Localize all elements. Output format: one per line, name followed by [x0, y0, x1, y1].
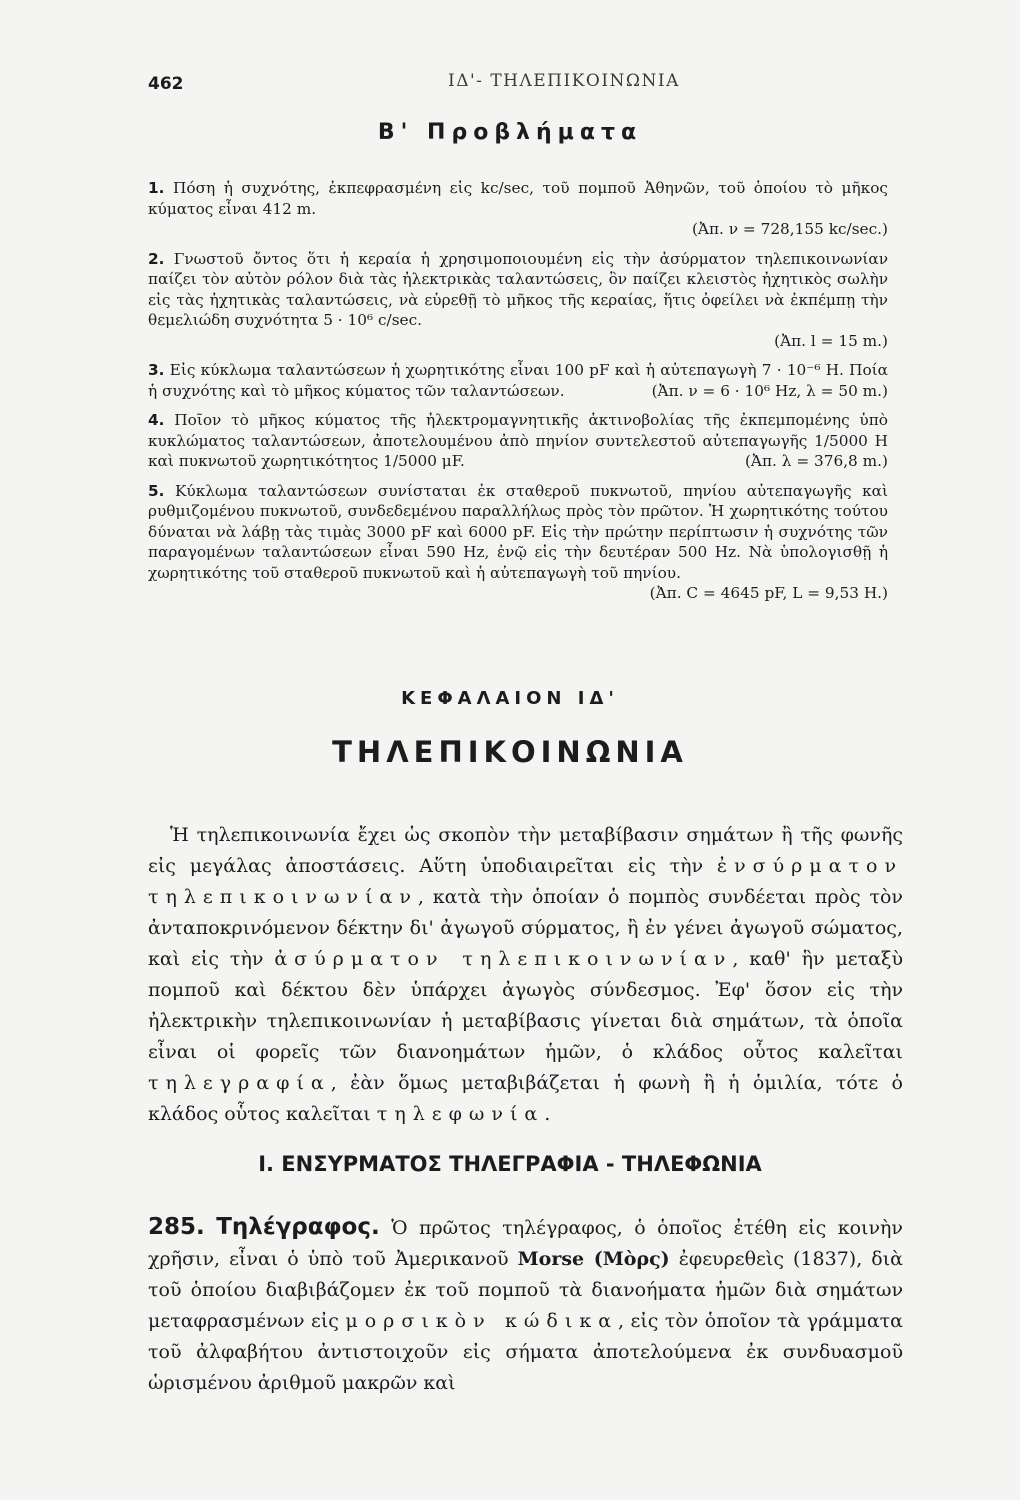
- intro-paragraph: [148, 820, 903, 1130]
- problem-answer: (Ἀπ. λ = 376,8 m.): [744, 452, 888, 470]
- intro-text: , ἐὰν ὅμως μεταβιβάζεται ἡ φωνὴ ἢ ἡ ὁμιλία, τότε ὁ κλάδος οὗτος καλεῖται: [148, 1072, 903, 1125]
- page-header: [148, 66, 883, 96]
- problem-number: 3.: [148, 361, 165, 379]
- problem-number: 5.: [148, 481, 165, 500]
- problem-text: Ποῖον τὸ μῆκος κύματος τῆς ἠλεκτρομαγνητικῆς ἀκτινοβολίας τῆς ἐκπεμπομένης ὑπὸ κυκλώματος ταλαντώσεων, ἀποτελουμένου ἀπὸ πηνίον συντελεστοῦ αὐτεπαγωγῆς 1/5000 H καὶ πυκνωτοῦ χωρητικότητος 1/5000 μF.: [148, 411, 888, 470]
- problem-2: [148, 249, 888, 352]
- chapter-label: ΚΕΦΑΛΑΙΟΝ ΙΔ': [401, 688, 619, 709]
- problem-5: [148, 481, 888, 604]
- problem-answer: (Ἀπ. l = 15 m.): [774, 331, 888, 350]
- problem-answer: (Ἀπ. ν = 6 · 10⁶ Hz, λ = 50 m.): [651, 381, 888, 400]
- article-title: Τηλέγραφος.: [216, 1214, 380, 1240]
- intro-text: , κατὰ τὴν ὁποίαν ὁ πομπὸς συνδέεται πρὸς τὸν ἀνταποκρινόμενον δέκτην δι' ἀγωγοῦ σύρματος, ἢ ἐν γένει ἀγωγοῦ σώματος, καὶ εἰς τὴν: [148, 886, 903, 970]
- spaced-term: ἐνσύρματον τηλεπικοινωνίαν: [148, 855, 903, 908]
- article-text: Ὁ πρῶτος τηλέγραφος, ὁ ὁποῖος ἐτέθη εἰς κοινὴν χρῆσιν, εἶναι ὁ ὑπὸ τοῦ Ἀμερικανοῦ: [148, 1217, 903, 1270]
- problem-answer: (Ἀπ. C = 4645 pF, L = 9,53 H.): [649, 584, 888, 602]
- article-285: [148, 1212, 903, 1399]
- problem-text: Γνωστοῦ ὄντος ὅτι ἡ κεραία ἡ χρησιμοποιουμένη εἰς τὴν ἀσύρματον τηλεπικοινωνίαν παίζει τὸν αὐτὸν ρόλον διὰ τὰς ἠλεκτρικὰς ταλαντώσεις, ὃν παίζει κλειστὸς ἠχητικὸς σωλὴν εἰς τὰς ἠχητικὰς ταλαντώσεις, νὰ εὑρεθῇ τὸ μῆκος τῆς κεραίας, ἥτις ὀφείλει νὰ ἐκπέμπῃ τὴν θεμελιώδη συχνότητα 5 · 10⁶ c/sec.: [148, 249, 888, 329]
- problem-answer: (Ἀπ. ν = 728,155 kc/sec.): [691, 220, 888, 238]
- article-text: , εἰς τὸν ὁποῖον τὰ γράμματα τοῦ ἀλφαβήτου ἀντιστοιχοῦν εἰς σήματα ἀποτελούμενα ἐκ συνδυασμοῦ ὡρισμένου ἀριθμοῦ μακρῶν καὶ: [148, 1310, 904, 1394]
- problem-text: Κύκλωμα ταλαντώσεων συνίσταται ἐκ σταθεροῦ πυκνωτοῦ, πηνίου αὐτεπαγωγῆς καὶ ρυθμιζομένου πυκνωτοῦ, συνδεδεμένου παραλλήλως πρὸς τὸν πρῶτον. Ἡ χωρητικότης τούτου δύναται νὰ λάβῃ τὰς τιμὰς 3000 pF καὶ 6000 pF. Εἰς τὴν πρώτην περίπτωσιν ἡ συχνότης τῶν παραγομένων ταλαντώσεων εἶναι 590 Hz, ἐνῷ εἰς τὴν δευτέραν 500 Hz. Νὰ ὑπολογισθῇ ἡ χωρητικότης τοῦ σταθεροῦ πυκνωτοῦ καὶ ἡ αὐτεπαγωγὴ τοῦ πηνίου.: [148, 481, 888, 582]
- part-heading: Ι. ΕΝΣΥΡΜΑΤΟΣ ΤΗΛΕΓΡΑΦΙΑ - ΤΗΛΕΦΩΝΙΑ: [258, 1152, 762, 1176]
- article-text: ἐφευρεθεὶς (1837), διὰ τοῦ ὁποίου διαβιβάζομεν ἐκ τοῦ πομποῦ τὰ διανοήματα ἡμῶν διὰ σημάτων μεταφρασμένων εἰς: [148, 1248, 903, 1332]
- running-title: ΙΔ'- ΤΗΛΕΠΙΚΟΙΝΩΝΙΑ: [448, 71, 680, 91]
- problem-text: Πόση ἡ συχνότης, ἐκπεφρασμένη εἰς kc/sec, τοῦ πομποῦ Ἀθηνῶν, τοῦ ὁποίου τὸ μῆκος κύματος εἶναι 412 m.: [148, 179, 888, 218]
- problems-list: [148, 178, 888, 613]
- problem-4: [148, 410, 888, 472]
- chapter-title: ΤΗΛΕΠΙΚΟΙΝΩΝΙΑ: [332, 735, 688, 769]
- problems-section-title: Β' Προβλήματα: [377, 120, 643, 145]
- spaced-term: μορσικὸν κώδικα: [345, 1310, 619, 1332]
- page-number: 462: [148, 74, 184, 94]
- problem-number: 4.: [148, 411, 165, 429]
- intro-text: .: [544, 1103, 551, 1125]
- problem-number: 2.: [148, 249, 165, 268]
- problem-number: 1.: [148, 179, 165, 197]
- spaced-term: τηλεφωνία: [376, 1103, 545, 1125]
- spaced-term: τηλεγραφία: [148, 1072, 331, 1094]
- intro-text: Ἡ τηλεπικοινωνία ἔχει ὡς σκοπὸν τὴν μεταβίβασιν σημάτων ἢ τῆς φωνῆς εἰς μεγάλας ἀποστάσεις. Αὕτη ὑποδιαιρεῖται εἰς τὴν: [148, 824, 903, 877]
- problem-1: [148, 178, 888, 240]
- problem-3: [148, 360, 888, 401]
- inventor-name: Morse (Μὸρς): [517, 1248, 670, 1270]
- article-number: 285.: [148, 1214, 205, 1240]
- problem-text: Εἰς κύκλωμα ταλαντώσεων ἡ χωρητικότης εἶναι 100 pF καὶ ἡ αὐτεπαγωγὴ 7 · 10⁻⁶ H. Ποία ἡ συχνότης καὶ τὸ μῆκος κύματος τῶν ταλαντώσεων.: [148, 361, 888, 400]
- spaced-term: ἀσύρματον τηλεπικοινωνίαν: [274, 948, 733, 970]
- intro-text: , καθ' ἣν μεταξὺ πομποῦ καὶ δέκτου δὲν ὑπάρχει ἀγωγὸς σύνδεσμος. Ἐφ' ὅσον εἰς τὴν ἠλεκτρικὴν τηλεπικοινωνίαν ἡ μεταβίβασις γίνεται διὰ σημάτων, τὰ ὁποῖα εἶναι οἱ φορεῖς τῶν διανοημάτων ἡμῶν, ὁ κλάδος οὗτος καλεῖται: [148, 948, 903, 1063]
